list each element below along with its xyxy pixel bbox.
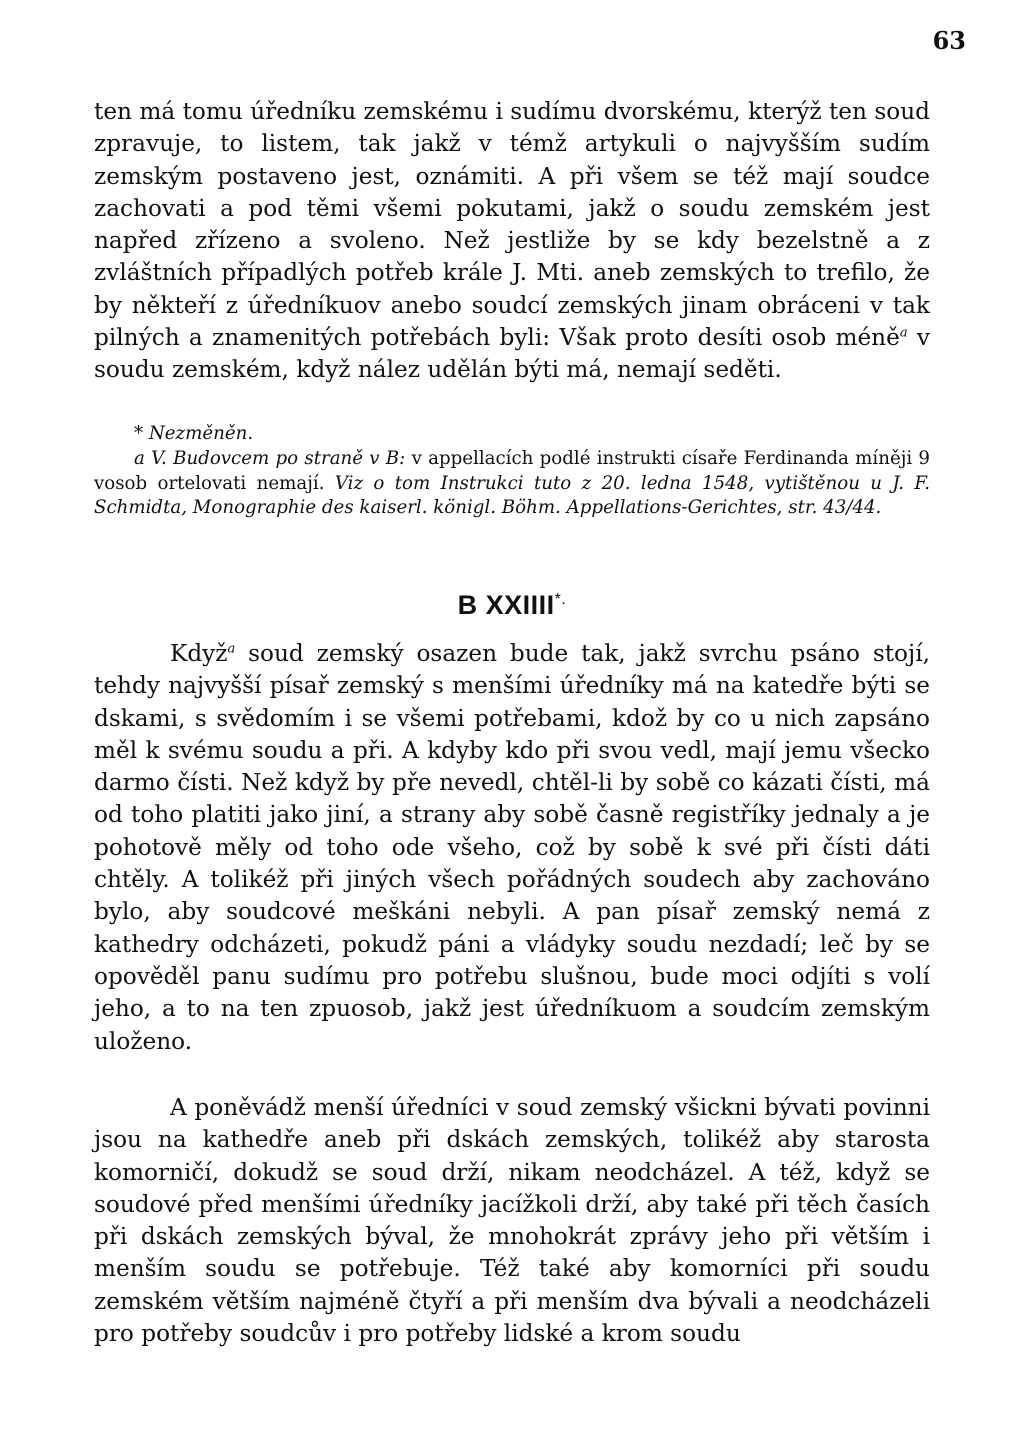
footnotes (94, 422, 930, 521)
footnote-a (94, 447, 930, 521)
footnote-a-lead: a V. Budovcem po straně v B: (134, 447, 406, 469)
paragraph-main (94, 638, 930, 1058)
section-heading (0, 590, 1024, 621)
page-number: 63 (932, 26, 966, 55)
paragraph-last: A poněvádž menší úředníci v soud zemský všickni bývati povinni jsou na kathedře aneb při dskách zemských, tolikéž aby starosta komorničí, dokudž se soud drží, nikam neodcházel. A též, když se soudové před menšími úředníky jacížkoli drží, aby také při těch časích při dskách zemských býval, že mnohokrát zprávy jeho při větším i menším soudu se potřebuje. Též také aby komorníci při soudu zemském větším najméně čtyří a při menším dva bývali a neodcházeli pro potřeby soudcův i pro potřeby lidské a krom soudu (94, 1094, 930, 1348)
footnote-a-plain: v appellacích podlé instrukti císaře Ferdinanda míněji 9 vosob ortelovati nemají. (94, 447, 930, 494)
paragraph-main-start: Když (170, 640, 228, 667)
paragraph-top (94, 96, 930, 387)
footnote-a-tail: Viz o tom Instrukci tuto z 20. ledna 1548, vytištěnou u J. F. Schmidta, Monographie des kaiserl. königl. Böhm. Appellations-Gerichtes, str. 43/44. (94, 472, 930, 519)
footnote-mark-a: a (899, 325, 908, 341)
paragraph-top-end: v soudu zemském, když nález udělán býti má, nemají seděti. (94, 324, 930, 384)
paragraph-main-mark: a (227, 641, 236, 657)
section-heading-text: B XXIIII (457, 590, 555, 620)
section-heading-star: *. (554, 591, 567, 608)
paragraph-main-text: soud zemský osazen bude tak, jakž svrchu psáno stojí, tehdy najvyšší písař zemský s menšími úředníky má na katedře býti se dskami, s svědomím i se všemi potřebami, kdož by co u nich zapsáno měl k svému soudu a při. A kdyby kdo při svou vedl, mají jemu všecko darmo čísti. Než když by pře nevedl, chtěl-li by sobě co kázati čísti, má od toho platiti jako jiní, a strany aby sobě časně registříky jednaly a je pohotově měly od toho ode všeho, což by sobě k své při čísti dáti chtěly. A tolikéž při jiných všech pořádných soudech aby zachováno bylo, aby soudcové meškáni nebyli. A pan písař zemský nemá z kathedry odcházeti, pokudž páni a vládyky soudu nezdadí; leč by se opověděl panu sudímu pro potřebu slušnou, bude moci odjíti s volí jeho, a to na ten zpuosob, jakž jest úředníkuom a soudcím zemským uloženo. (94, 640, 930, 1055)
paragraph-top-text: ten má tomu úředníku zemskému i sudímu dvorskému, kterýž ten soud zpravuje, to listem, tak jakž v témž artykuli o najvyšším sudím zemským postaveno jest, oznámiti. A při všem se též mají soudce zachovati a pod těmi všemi pokutami, jakž o soudu zemském jest napřed zřízeno a svoleno. Než jestliže by se kdy bezelstně a z zvláštních případlých potřeb krále J. Mti. aneb zemských to trefilo, že by někteří z úředníkuov anebo soudcí zemských jinam obráceni v tak pilných a znamenitých potřebách byli: Však proto desíti osob méně (94, 98, 930, 352)
footnote-star: * Nezměněn. (134, 423, 254, 444)
